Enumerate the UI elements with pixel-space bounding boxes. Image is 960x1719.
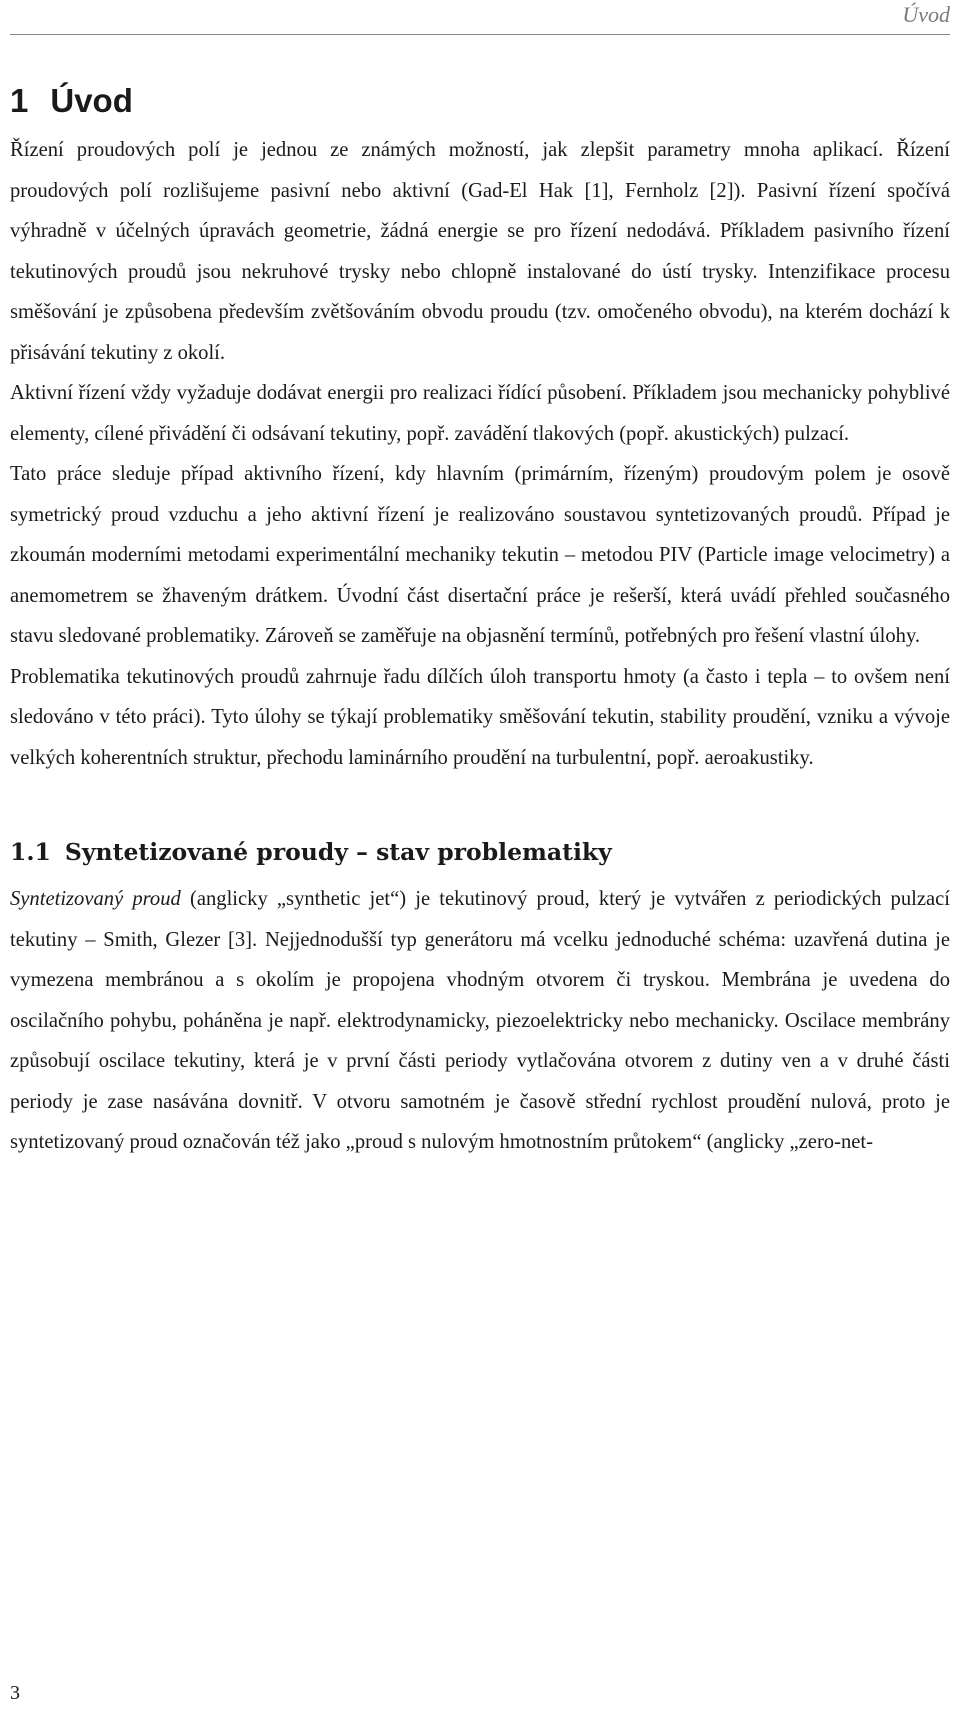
chapter-title: Úvod xyxy=(50,82,133,119)
paragraph-1: Řízení proudových polí je jednou ze známých možností, jak zlepšit parametry mnoha aplikací. Řízení proudových polí rozlišujeme pasivní nebo aktivní (Gad-El Hak [1], Fernholz [2]). Pasivní řízení spočívá výhradně v účelných úpravách geometrie, žádná energie se pro řízení nedodává. Příkladem pasivního řízení tekutinových proudů jsou nekruhové trysky nebo chlopně instalované do ústí trysky. Intenzifikace procesu směšování je způsobena především zvětšováním obvodu proudu (tzv. omočeného obvodu), na kterém dochází k přisávání tekutiny z okolí. xyxy=(10,139,950,364)
page-content xyxy=(10,78,950,1163)
chapter-heading xyxy=(10,78,950,124)
header-rule xyxy=(10,34,950,35)
paragraph-3: Tato práce sleduje případ aktivního řízení, kdy hlavním (primárním, řízeným) proudovým polem je osově symetrický proud vzduchu a jeho aktivní řízení je realizováno soustavou syntetizovaných proudů. Případ je zkoumán moderními metodami experimentální mechaniky tekutin – metodou PIV (Particle image velocimetry) a anemometrem se žhaveným drátkem. Úvodní část disertační práce je rešerší, která uvádí přehled současného stavu sledované problematiky. Zároveň se zaměřuje na objasnění termínů, potřebných pro řešení vlastní úlohy. xyxy=(10,463,950,647)
paragraph-4: Problematika tekutinových proudů zahrnuje řadu dílčích úloh transportu hmoty (a často i tepla – to ovšem není sledováno v této práci). Tyto úlohy se týkají problematiky směšování tekutin, stability proudění, vzniku a vývoje velkých koherentních struktur, přechodu laminárního proudění na turbulentní, popř. aeroakustiky. xyxy=(10,665,950,769)
section-heading xyxy=(10,825,950,879)
page-number: 3 xyxy=(10,1682,20,1704)
paragraph-5 xyxy=(10,879,950,1163)
paragraph-2: Aktivní řízení vždy vyžaduje dodávat energii pro realizaci řídící působení. Příkladem jsou mechanicky pohyblivé elementy, cílené přivádění či odsávaní tekutiny, popř. zavádění tlakových (popř. akustických) pulzací. xyxy=(10,382,950,445)
paragraph-5-body: (anglicky „synthetic jet“) je tekutinový proud, který je vytvářen z periodických pulzací tekutiny – Smith, Glezer [3]. Nejjednodušší typ generátoru má vcelku jednoduché schéma: uzavřená dutina je vymezena membránou a s okolím je propojena vhodným otvorem či tryskou. Membrána je uvedena do oscilačního pohybu, poháněna je např. elektrodynamicky, piezoelektricky nebo mechanicky. Oscilace membrány způsobují oscilace tekutiny, která je v první části periody vytlačována otvorem z dutiny ven a v druhé části periody je zase nasávána dovnitř. V otvoru samotném je časově střední rychlost proudění nulová, proto je syntetizovaný proud označován též jako „proud s nulovým hmotnostním průtokem“ (anglicky „zero-net- xyxy=(10,888,951,1153)
section-number: 1.1 xyxy=(10,838,51,866)
section-title: Syntetizované proudy – stav problematiky xyxy=(64,838,612,866)
running-header: Úvod xyxy=(902,2,950,27)
chapter-number: 1 xyxy=(10,82,29,119)
defined-term: Syntetizovaný proud xyxy=(10,888,181,910)
